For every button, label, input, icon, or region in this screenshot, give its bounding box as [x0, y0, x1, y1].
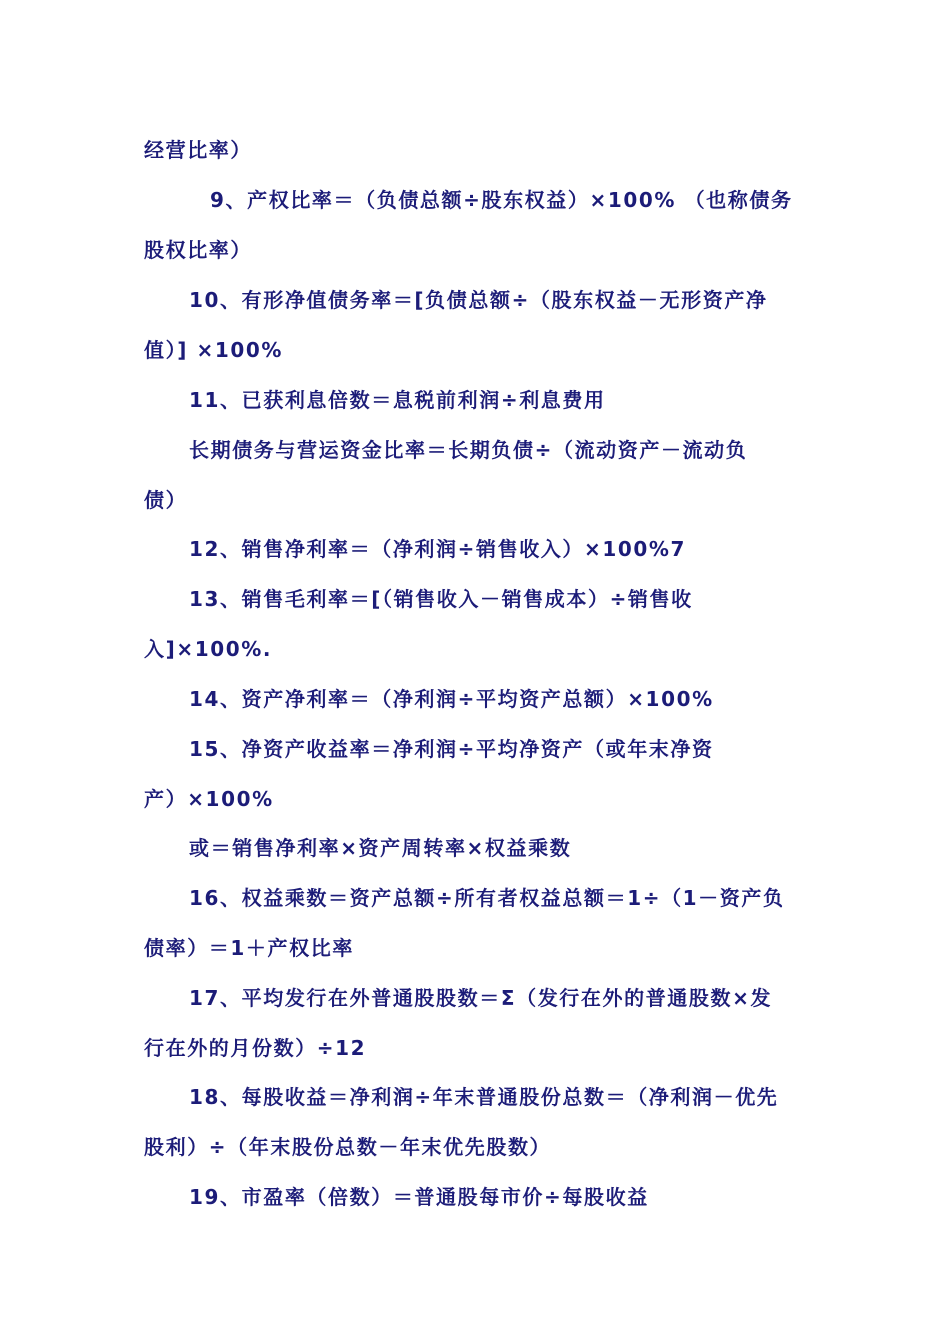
text-line: 股权比率） — [144, 238, 252, 262]
text-line: 入]×100%. — [144, 637, 273, 661]
text-line: 18、每股收益＝净利润÷年末普通股份总数＝（净利润－优先 — [189, 1085, 779, 1109]
text-line: 产）×100% — [144, 787, 274, 811]
text-line: 或＝销售净利率×资产周转率×权益乘数 — [189, 836, 572, 860]
text-line: 16、权益乘数＝资产总额÷所有者权益总额＝1÷（1－资产负 — [189, 886, 785, 910]
text-line: 13、销售毛利率＝[（销售收入－销售成本）÷销售收 — [189, 587, 693, 611]
text-line: 股利）÷（年末股份总数－年末优先股数） — [144, 1135, 552, 1159]
text-line: 长期债务与营运资金比率＝长期负债÷（流动资产－流动负 — [189, 438, 748, 462]
text-line: 19、市盈率（倍数）＝普通股每市价÷每股收益 — [189, 1185, 649, 1209]
text-line: 14、资产净利率＝（净利润÷平均资产总额）×100% — [189, 687, 714, 711]
text-line: 经营比率） — [144, 138, 252, 162]
text-line: 9、产权比率＝（负债总额÷股东权益）×100% （也称债务 — [210, 188, 793, 212]
text-line: 17、平均发行在外普通股股数＝Σ（发行在外的普通股数×发 — [189, 986, 773, 1010]
text-line: 15、净资产收益率＝净利润÷平均净资产（或年末净资 — [189, 737, 714, 761]
text-line: 债率）＝1＋产权比率 — [144, 936, 354, 960]
text-line: 债） — [144, 488, 188, 512]
text-line: 行在外的月份数）÷12 — [144, 1036, 367, 1060]
text-line: 值）] ×100% — [144, 338, 284, 362]
text-line: 12、销售净利率＝（净利润÷销售收入）×100%7 — [189, 537, 687, 561]
text-line: 11、已获利息倍数＝息税前利润÷利息费用 — [189, 388, 606, 412]
text-line: 10、有形净值债务率＝[负债总额÷（股东权益－无形资产净 — [189, 288, 768, 312]
